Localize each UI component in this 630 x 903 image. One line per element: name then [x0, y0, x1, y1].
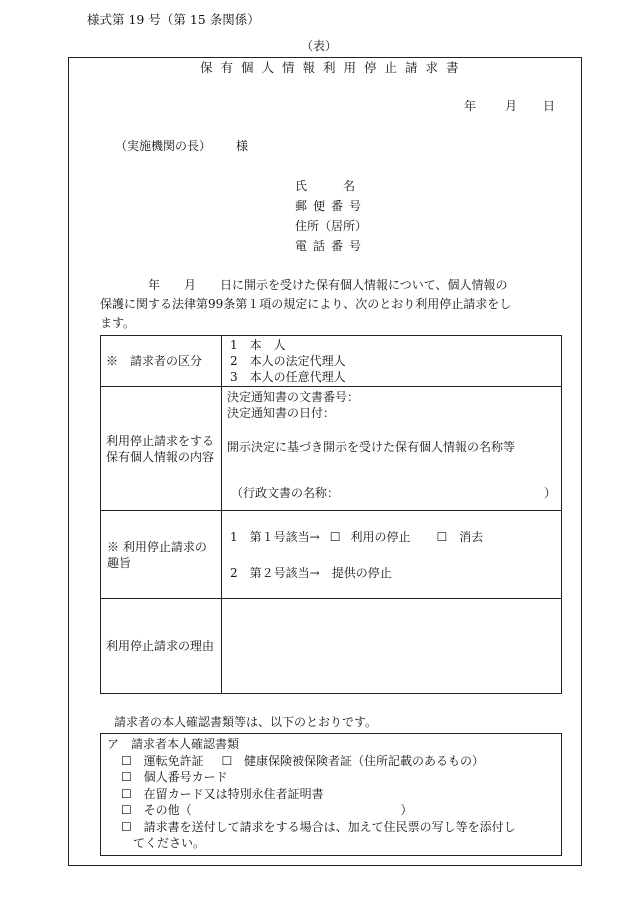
id-docs-row-2 — [107, 769, 555, 786]
id-docs-intro: 請求者の本人確認書類等は、以下のとおりです。 — [114, 715, 378, 729]
checkbox-icon[interactable]: ☐ — [121, 786, 132, 801]
checkbox-icon[interactable]: ☐ — [221, 753, 233, 768]
item-license: 運転免許証 — [143, 753, 204, 768]
option-legal-agent: 2 本人の法定代理人 — [230, 354, 346, 368]
table-row — [101, 511, 562, 599]
table-row — [101, 336, 562, 387]
applicant-name-label: 氏 名 — [295, 179, 356, 193]
item-other-open: その他（ — [143, 803, 192, 817]
purpose-option-1 — [230, 529, 556, 545]
request-table — [100, 335, 562, 694]
notice-date-label: 決定通知書の日付： — [227, 406, 336, 420]
checkbox-icon[interactable]: ☐ — [121, 803, 132, 817]
checkbox-icon[interactable]: ☐ — [121, 753, 132, 768]
request-reason-field[interactable] — [222, 599, 562, 694]
item-other-close: ） — [400, 803, 413, 817]
form-title: 保有個人情報利用停止請求書 — [200, 60, 467, 75]
addressee-prefix: （実施機関の長） — [115, 139, 212, 153]
purpose-stop-use: 利用の停止 — [350, 529, 411, 544]
date-day: 日 — [543, 99, 556, 113]
option-voluntary-agent: 3 本人の任意代理人 — [230, 370, 346, 384]
checkbox-icon[interactable]: ☐ — [436, 529, 448, 544]
document-name-row — [227, 485, 556, 501]
request-purpose-field[interactable] — [222, 511, 562, 599]
checkbox-icon[interactable]: ☐ — [121, 819, 132, 834]
purpose-erase: 消去 — [459, 529, 484, 544]
id-docs-row-3 — [107, 786, 555, 803]
info-content-label: 利用停止請求をする保有個人情報の内容 — [101, 387, 222, 511]
purpose-option-2[interactable]: 2 第２号該当→ 提供の停止 — [230, 565, 392, 580]
notice-number-label: 決定通知書の文書番号： — [227, 390, 360, 404]
id-docs-heading: ア 請求者本人確認書類 — [107, 737, 240, 751]
document-name-open: （行政文書の名称： — [231, 486, 340, 500]
table-row — [101, 387, 562, 511]
info-name-label: 開示決定に基づき開示を受けた保有個人情報の名称等 — [227, 440, 516, 454]
table-row — [101, 599, 562, 694]
checkbox-icon[interactable]: ☐ — [329, 529, 341, 544]
date-month: 月 — [505, 99, 518, 113]
id-docs-row-1 — [107, 753, 555, 770]
checkbox-icon[interactable]: ☐ — [121, 770, 132, 784]
request-reason-label: 利用停止請求の理由 — [101, 599, 222, 694]
id-docs-box — [100, 733, 562, 856]
applicant-address-label: 住所（居所） — [295, 219, 368, 233]
requester-category-label: ※ 請求者の区分 — [101, 336, 222, 387]
request-purpose-label: ※ 利用停止請求の趣旨 — [101, 511, 222, 599]
info-content-field[interactable] — [222, 387, 562, 511]
item-mail-line-2: てください。 — [133, 836, 206, 850]
applicant-postal-label: 郵便番号 — [295, 199, 368, 213]
form-number: 様式第 19 号（第 15 条関係） — [87, 12, 260, 27]
id-docs-row-5 — [107, 819, 555, 836]
intro-line-1: 年 月 日に開示を受けた保有個人情報について、個人情報の — [100, 278, 508, 292]
item-insurance: 健康保険被保険者証（住所記載のあるもの） — [244, 753, 485, 768]
document-name-close: ） — [543, 486, 556, 500]
side-label: （表） — [301, 39, 338, 53]
item-mynumber: 個人番号カード — [143, 770, 228, 784]
purpose-option-1-prefix: 1 第１号該当→ — [230, 529, 320, 544]
intro-line-3: ます。 — [100, 316, 136, 330]
addressee-suffix: 様 — [236, 139, 249, 153]
intro-line-2: 保護に関する法律第99条第１項の規定により、次のとおり利用停止請求をし — [100, 297, 512, 311]
id-docs-row-4 — [107, 802, 555, 819]
requester-category-options[interactable] — [222, 336, 562, 387]
item-mail-line-1: 請求書を送付して請求をする場合は、加えて住民票の写し等を添付し — [143, 819, 516, 834]
item-residence: 在留カード又は特別永住者証明書 — [143, 786, 324, 801]
applicant-phone-label: 電話番号 — [295, 239, 368, 253]
option-self: 1 本 人 — [230, 338, 286, 352]
date-year: 年 — [464, 99, 477, 113]
